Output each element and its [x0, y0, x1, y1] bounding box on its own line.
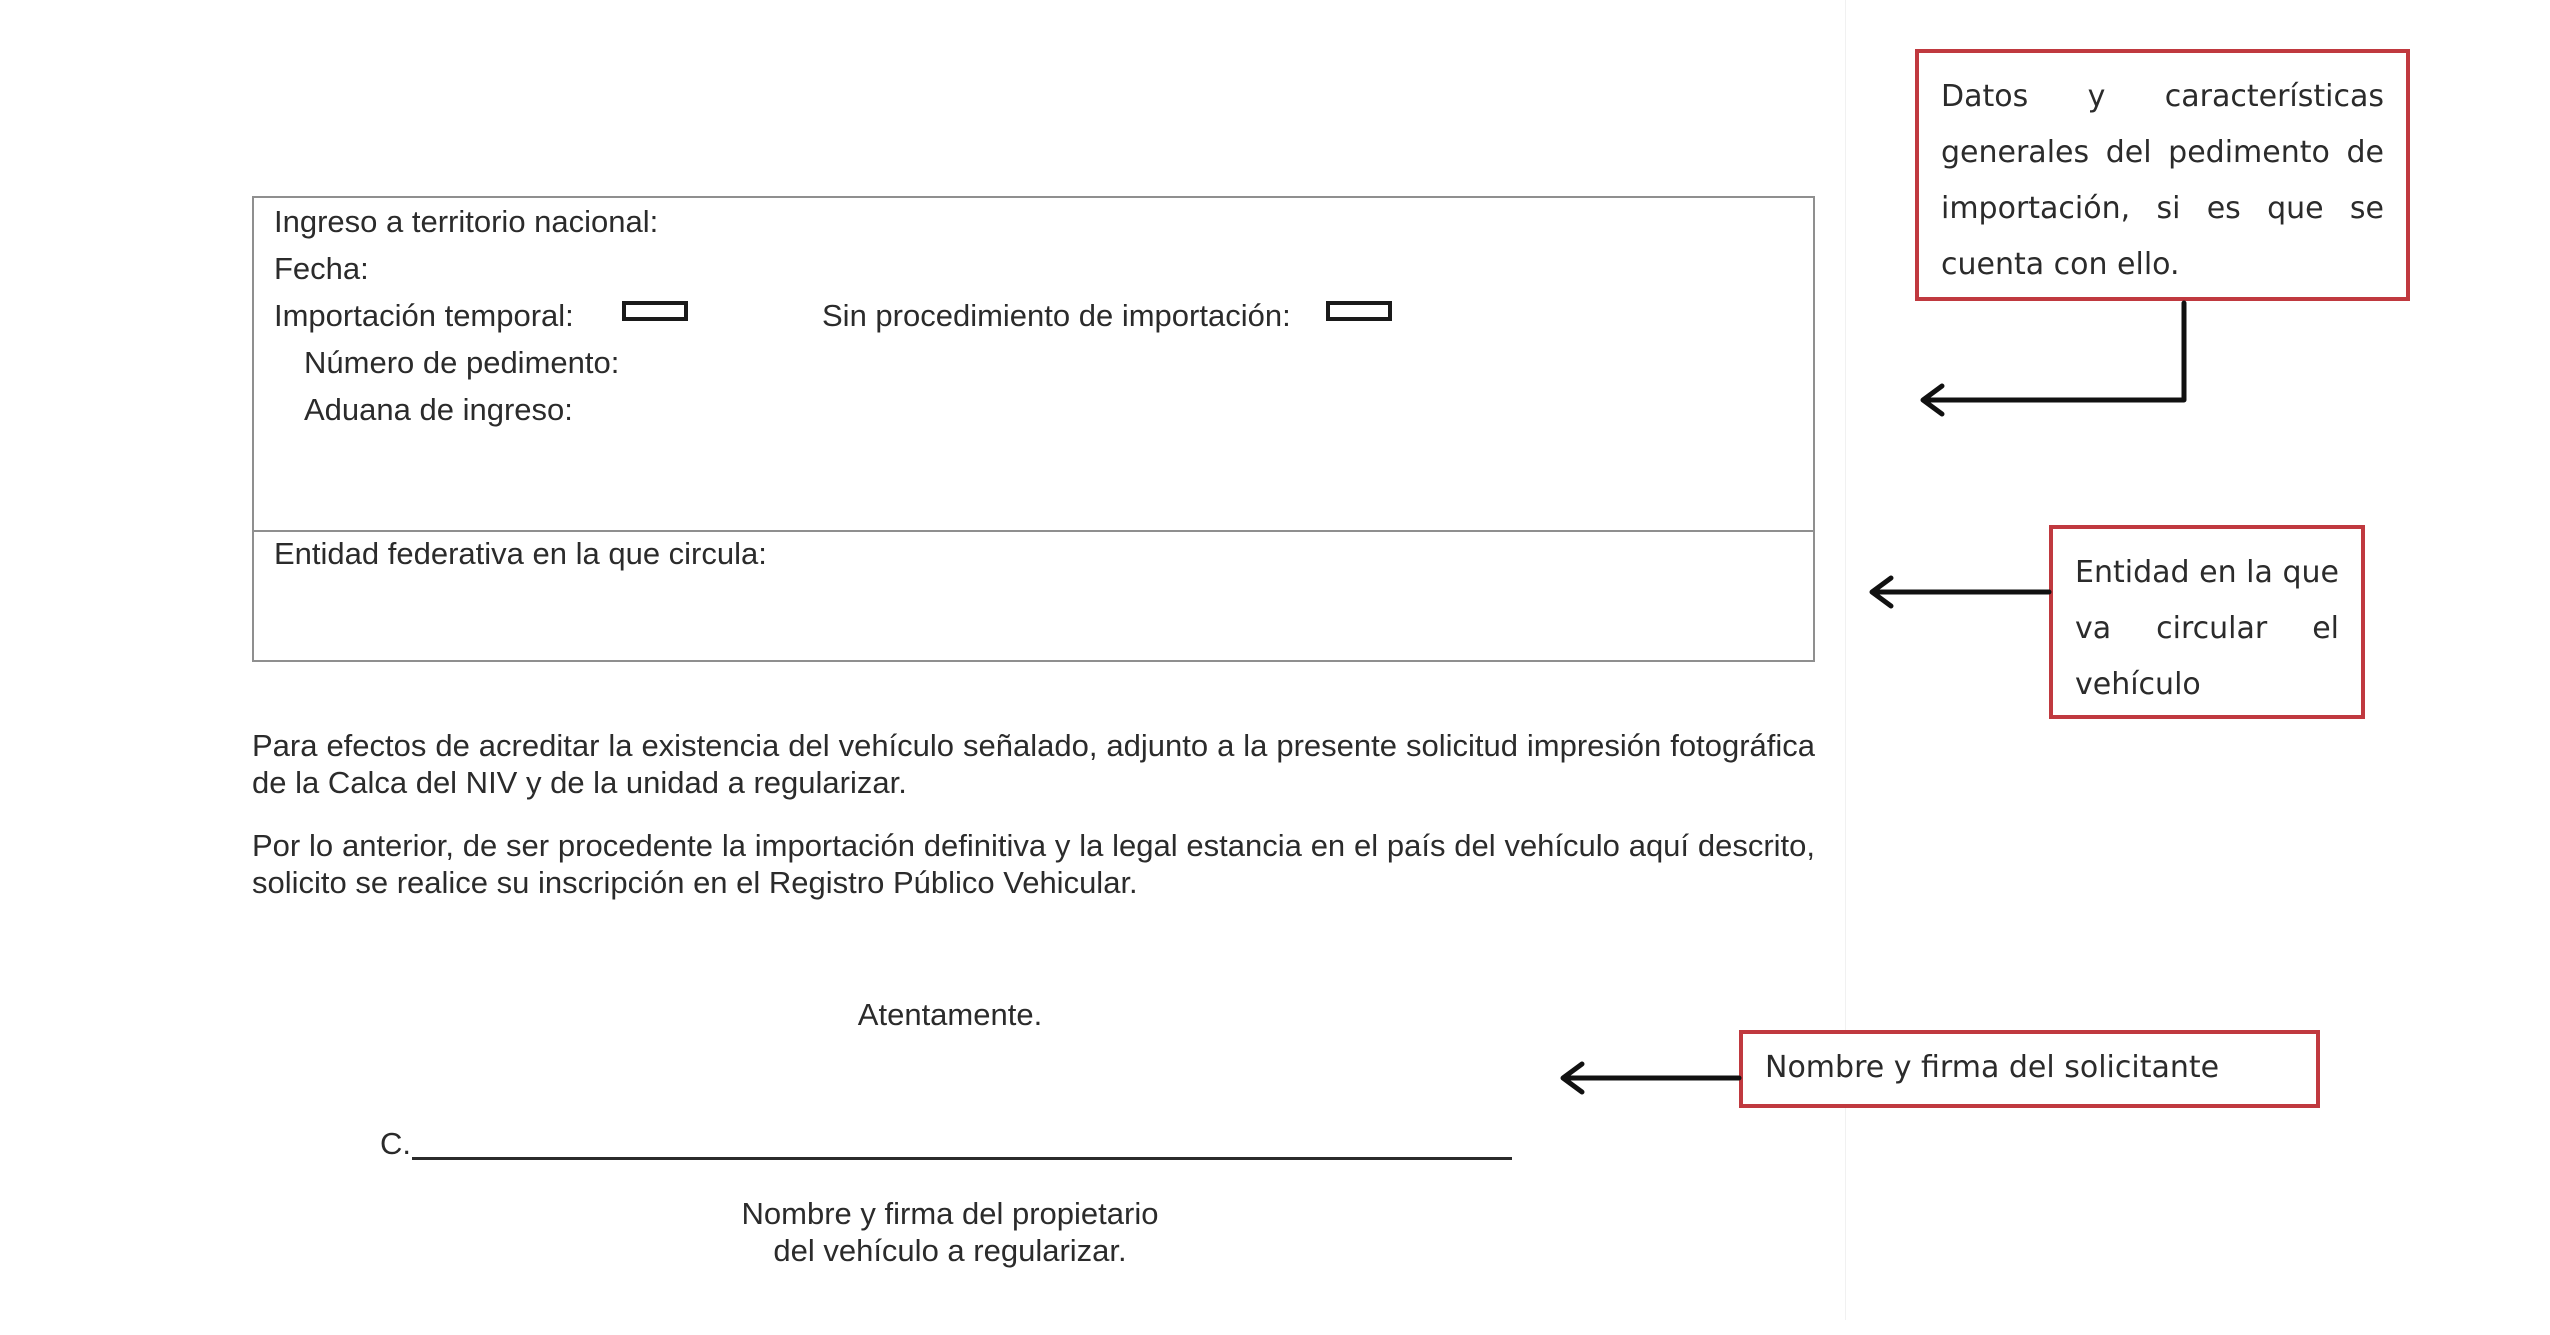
importacion-temporal-label: Importación temporal: [274, 298, 574, 333]
arrow-pedimento [1925, 303, 2184, 400]
aduana-ingreso-label: Aduana de ingreso: [304, 392, 573, 427]
sin-procedimiento-checkbox[interactable] [1326, 301, 1392, 321]
signature-caption-line1: Nombre y firma del propietario [741, 1196, 1159, 1231]
ingreso-label: Ingreso a territorio nacional: [274, 204, 659, 239]
annotation-firma [1739, 1030, 2320, 1108]
entidad-federativa-label: Entidad federativa en la que circula: [274, 536, 767, 571]
annotation-pedimento-text: Datos y características generales del pedimento de importación, si es que se cuenta con ello. [1941, 79, 2384, 282]
signature-line [412, 1157, 1512, 1160]
fecha-label: Fecha: [274, 251, 369, 286]
closing-text: Atentamente. [857, 997, 1043, 1032]
page-edge [1845, 0, 1846, 1320]
arrow-firma-head [1563, 1064, 1582, 1092]
paragraph-request: Por lo anterior, de ser procedente la importación definitiva y la legal estancia en el país del vehículo aquí descrito, solicito se realice su inscripción en el Registro Público Vehicular. [252, 828, 1815, 900]
signature-caption-line2: del vehículo a regularizar. [773, 1233, 1127, 1268]
sin-procedimiento-label: Sin procedimiento de importación: [822, 298, 1291, 333]
annotation-entidad [2049, 525, 2365, 719]
importacion-temporal-checkbox[interactable] [622, 301, 688, 321]
signature-prefix: C. [380, 1126, 411, 1161]
annotation-entidad-text: Entidad en la que va circular el vehículo [2075, 555, 2339, 702]
form-divider [254, 530, 1813, 532]
signature-caption [640, 1195, 1260, 1269]
annotation-firma-text: Nombre y firma del solicitante [1765, 1050, 2220, 1085]
paragraph-evidence: Para efectos de acreditar la existencia del vehículo señalado, adjunto a la presente solicitud impresión fotográfica de la Calca del NIV y de la unidad a regularizar. [252, 728, 1815, 800]
arrow-pedimento-head [1923, 386, 1942, 414]
numero-pedimento-label: Número de pedimento: [304, 345, 620, 380]
arrow-entidad-head [1872, 578, 1891, 606]
import-data-form-box [252, 196, 1815, 662]
annotation-pedimento [1915, 49, 2410, 301]
